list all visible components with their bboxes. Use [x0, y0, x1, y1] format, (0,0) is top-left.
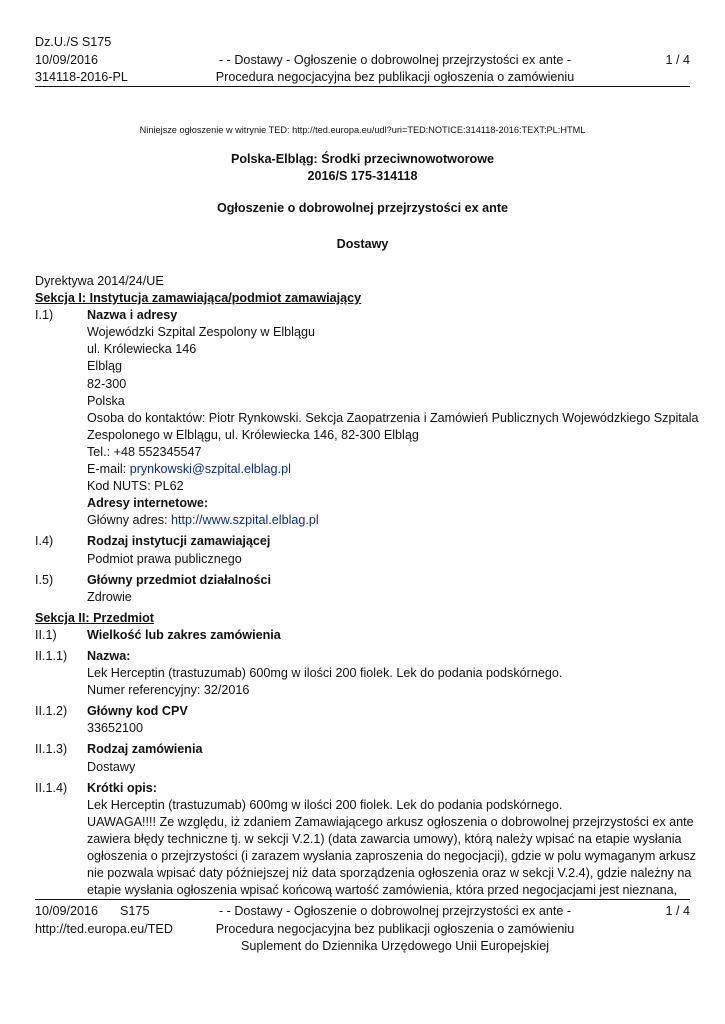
section-ii1: [35, 627, 690, 644]
ii14-line1: Lek Herceptin (trastuzumab) 600mg w ilości 200 fiolek. Lek do podania podskórnego.: [87, 797, 563, 812]
section-i5: [35, 572, 690, 606]
footer-title-line1: - - Dostawy - Ogłoszenie o dobrowolnej przejrzystości ex ante -: [218, 904, 572, 918]
section-ii14: [35, 780, 696, 900]
ii12-value: 33652100: [87, 721, 144, 736]
org-name: Wojewódzki Szpital Zespolony w Elblągu: [87, 325, 315, 340]
footer-title-line3: Suplement do Dziennika Urzędowego Unii Europejskiej: [240, 939, 549, 953]
ii1-number: II.1): [35, 627, 57, 642]
ii14-number: II.1.4): [35, 780, 68, 795]
i4-value: Podmiot prawa publicznego: [87, 551, 242, 566]
header-rule: [35, 86, 690, 87]
ii13-number: II.1.3): [35, 742, 68, 757]
header-ref: Dz.U./S S175: [35, 35, 112, 49]
i5-label: Główny przedmiot działalności: [87, 572, 272, 587]
footer-ref: S175: [120, 904, 150, 918]
document-title: [35, 151, 690, 185]
ii11-number: II.1.1): [35, 648, 68, 663]
section-i1: [35, 307, 699, 529]
contact-line2: Zespolonego w Elblągu, ul. Królewiecka 146, 82-300 Elbląg: [87, 427, 419, 442]
city: Elbląg: [87, 359, 123, 374]
ii11-reference: Numer referencyjny: 32/2016: [87, 683, 250, 698]
title-line1: Polska-Elbląg: Środki przeciwnowotworowe: [230, 152, 495, 166]
header-title-line1: - - Dostawy - Ogłoszenie o dobrowolnej przejrzystości ex ante -: [218, 53, 572, 67]
section2-heading: Sekcja II: Przedmiot: [35, 610, 154, 625]
street: ul. Królewiecka 146: [87, 342, 197, 357]
postcode: 82-300: [87, 376, 127, 391]
header-meta: [35, 34, 205, 87]
main-address-label: Główny adres:: [87, 513, 171, 528]
footer-date: 10/09/2016: [35, 904, 99, 918]
directive: Dyrektywa 2014/24/UE: [35, 274, 164, 288]
section-ii12: [35, 703, 690, 737]
i5-value: Zdrowie: [87, 589, 132, 604]
footer-title-line2: Procedura negocjacyjna bez publikacji ogłoszenia o zamówieniu: [215, 921, 575, 936]
footer-rule: [35, 899, 690, 900]
email-label: E-mail:: [87, 462, 130, 477]
ii1-label: Wielkość lub zakres zamówienia: [87, 627, 281, 642]
header-doc-id: 314118-2016-PL: [35, 70, 128, 84]
section-ii11: [35, 648, 690, 699]
i4-label: Rodzaj instytucji zamawiającej: [87, 534, 271, 549]
i5-number: I.5): [35, 572, 54, 587]
ii14-line5: nie pozwala wpisać daty późniejszej niż data sporządzenia ogłoszenia oraz w sekcji V.2.4), gdzie należny na: [87, 866, 692, 881]
footer-page: 1 / 4: [665, 904, 690, 918]
section1-heading: Sekcja I: Instytucja zamawiająca/podmiot zamawiający: [35, 291, 362, 306]
nuts-code: Kod NUTS: PL62: [87, 479, 184, 494]
header-title-line2: Procedura negocjacyjna bez publikacji ogłoszenia o zamówieniu: [215, 70, 575, 84]
country: Polska: [87, 393, 125, 408]
ted-notice: Niniejsze ogłoszenie w witrynie TED: http://ted.europa.eu/udl?uri=TED:NOTICE:314118-2016:TEXT:PL:HTML: [139, 125, 586, 135]
contact-line1: Osoba do kontaktów: Piotr Rynkowski. Sekcja Zaopatrzenia i Zamówień Publicznych Wojewódzkiego Szpitala: [87, 410, 699, 425]
email-link[interactable]: prynkowski@szpital.elblag.pl: [129, 462, 291, 477]
header-date: 10/09/2016: [35, 52, 99, 67]
notice-category: Dostawy: [336, 237, 389, 251]
main-address-row: [87, 512, 699, 529]
ii13-value: Dostawy: [87, 759, 136, 774]
header-page: 1 / 4: [665, 53, 690, 67]
i4-number: I.4): [35, 534, 54, 549]
web-addresses-label: Adresy internetowe:: [87, 496, 209, 511]
document-body: [35, 273, 699, 899]
header-title: [205, 52, 585, 86]
ii12-label: Główny kod CPV: [87, 704, 188, 719]
ii14-line6: etapie wysłania ogłoszenia wpisać końcową wartość zamówienia, która przed negocjacjami jest nieznana,: [87, 883, 678, 898]
i1-label: Nazwa i adresy: [87, 308, 178, 323]
i1-number: I.1): [35, 308, 54, 323]
ii13-label: Rodzaj zamówienia: [87, 742, 203, 757]
section-ii13: [35, 741, 690, 775]
footer-date-ref: [35, 903, 205, 921]
ii14-label: Krótki opis:: [87, 780, 157, 795]
ii12-number: II.1.2): [35, 704, 68, 719]
footer-site: http://ted.europa.eu/TED: [35, 921, 173, 936]
ii14-line4: ogłoszenia o przejrzystości (i zarazem wysłania zaproszenia do negocjacji), gdzie w polu wymaganym arkusz: [87, 849, 696, 863]
telephone: Tel.: +48 552345547: [87, 444, 202, 459]
notice-type: Ogłoszenie o dobrowolnej przejrzystości ex ante: [216, 201, 509, 215]
email-row: [87, 461, 699, 478]
ii14-line2: UAWAGA!!!! Ze względu, iż zdaniem Zamawiającego arkusz ogłoszenia o dobrowolnej przejrzystości ex ante: [87, 814, 694, 829]
ii11-value: Lek Herceptin (trastuzumab) 600mg w ilości 200 fiolek. Lek do podania podskórnego.: [87, 666, 563, 681]
main-address-link[interactable]: http://www.szpital.elblag.pl: [171, 513, 319, 528]
footer-meta: [35, 903, 205, 938]
title-line2: 2016/S 175-314118: [307, 169, 418, 183]
footer-title: [205, 903, 585, 956]
ii14-line3: zawiera błędy techniczne tj. w sekcji V.2.1) (data zawarcia umowy), którą należy wpisać na etapie wysłania: [87, 831, 682, 846]
ii11-label: Nazwa:: [87, 648, 131, 663]
section-i4: [35, 533, 690, 567]
